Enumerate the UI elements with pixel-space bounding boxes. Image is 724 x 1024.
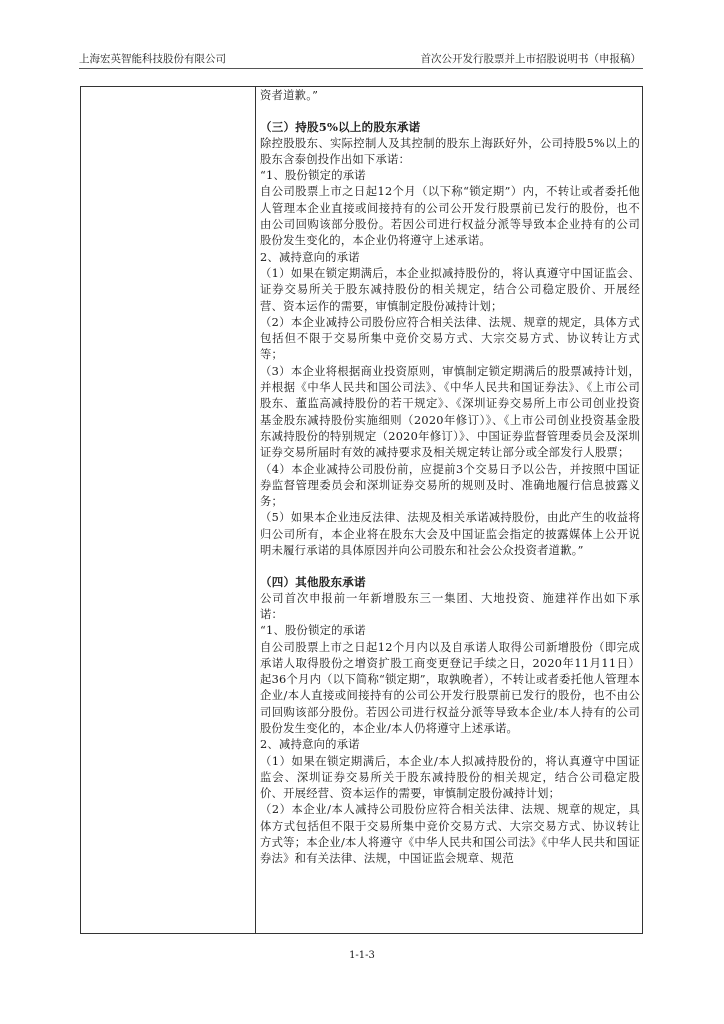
page-number: 1-1-3 [349,950,375,961]
paragraph: 自公司股票上市之日起12个月内以及自承诺人取得公司新增股份（即完成承诺人取得股份之增资扩股工商变更登记手续之日，2020年11月11日）起36个月内（以下简称“锁定期”，取孰晚者），不转让或者委托他人管理本企业/本人直接或间接持有的公司公开发行股票前已发行的股份，也不由公司回购该部分股份。若因公司进行权益分派等导致本企业/本人持有的公司股份发生变化的，本企业/本人仍将遵守上述承诺。 [260,640,640,735]
paragraph: 公司首次申报前一年新增股东三一集团、大地投资、施建祥作出如下承诺： [260,591,640,621]
paragraph: “1、股份锁定的承诺 [260,169,366,183]
paragraph: 自公司股票上市之日起12个月（以下称“锁定期”）内，不转让或者委托他人管理本企业直接或间接持有的公司公开发行股票前已发行的股份，也不由公司回购该部分股份。若因公司进行权益分派等导致本企业持有的公司股份发生变化的，本企业仍将遵守上述承诺。 [260,185,640,248]
paragraph: 2、减持意向的承诺 [260,738,360,752]
paragraph: （1）如果在锁定期满后，本企业/本人拟减持股份的，将认真遵守中国证监会、深圳证券交易所关于股东减持股份的相关规定，结合公司稳定股价、开展经营、资本运作的需要，审慎制定股份减持计划； [260,754,640,801]
page-header [79,50,643,68]
paragraph: （4）本企业减持公司股份前，应提前3个交易日予以公告，并按照中国证券监督管理委员会和深圳证券交易所的规则及时、准确地履行信息披露义务； [260,462,640,509]
company-name: 上海宏英智能科技股份有限公司 [79,53,226,65]
column-divider [255,86,256,934]
document-title: 首次公开发行股票并上市招股说明书（申报稿） [420,53,641,65]
paragraph: （3）本企业将根据商业投资原则，审慎制定锁定期满后的股票减持计划，并根据《中华人民共和国公司法》、《中华人民共和国证券法》、《上市公司股东、董监高减持股份的若干规定》、《深圳证券交易所上市公司创业投资基金股东减持股份实施细则（2020年修订）》、《上市公司创业投资基金股东减持股份的特别规定（2020年修订）》、中国证券监督管理委员会及深圳证券交易所届时有效的减持要求及相关规定转让部分或全部发行人股票； [260,364,640,460]
paragraph: （5）如果本企业违反法律、法规及相关承诺减持股份，由此产生的收益将归公司所有，本企业将在股东大会及中国证监会指定的披露媒体上公开说明未履行承诺的具体原因并向公司股东和社会公众投资者道歉。” [260,511,640,558]
header-rule [79,68,643,69]
section-heading: （三）持股5%以上的股东承诺 [260,120,421,135]
paragraph: （2）本企业/本人减持公司股份应符合相关法律、法规、规章的规定，具体方式包括但不限于交易所集中竞价交易方式、大宗交易方式、协议转让方式等；本企业/本人将遵守《中华人民共和国公司法》《中华人民共和国证券法》和有关法律、法规，中国证监会规章、规范 [260,803,640,866]
paragraph: （1）如果在锁定期满后，本企业拟减持股份的，将认真遵守中国证监会、证券交易所关于股东减持股份的相关规定，结合公司稳定股价、开展经营、资本运作的需要，审慎制定股份减持计划； [260,266,640,313]
commitment-text-cell [260,88,640,868]
paragraph: 资者道歉。” [260,89,319,102]
section-heading: （四）其他股东承诺 [260,575,366,590]
paragraph: 2、减持意向的承诺 [260,250,360,264]
paragraph: “1、股份锁定的承诺 [260,624,366,638]
paragraph: （2）本企业减持公司股份应符合相关法律、法规、规章的规定，具体方式包括但不限于交易所集中竞价交易方式、大宗交易方式、协议转让方式等； [260,315,640,362]
paragraph: 除控股股东、实际控制人及其控制的股东上海跃好外，公司持股5%以上的股东含泰创投作出如下承诺： [260,136,640,166]
